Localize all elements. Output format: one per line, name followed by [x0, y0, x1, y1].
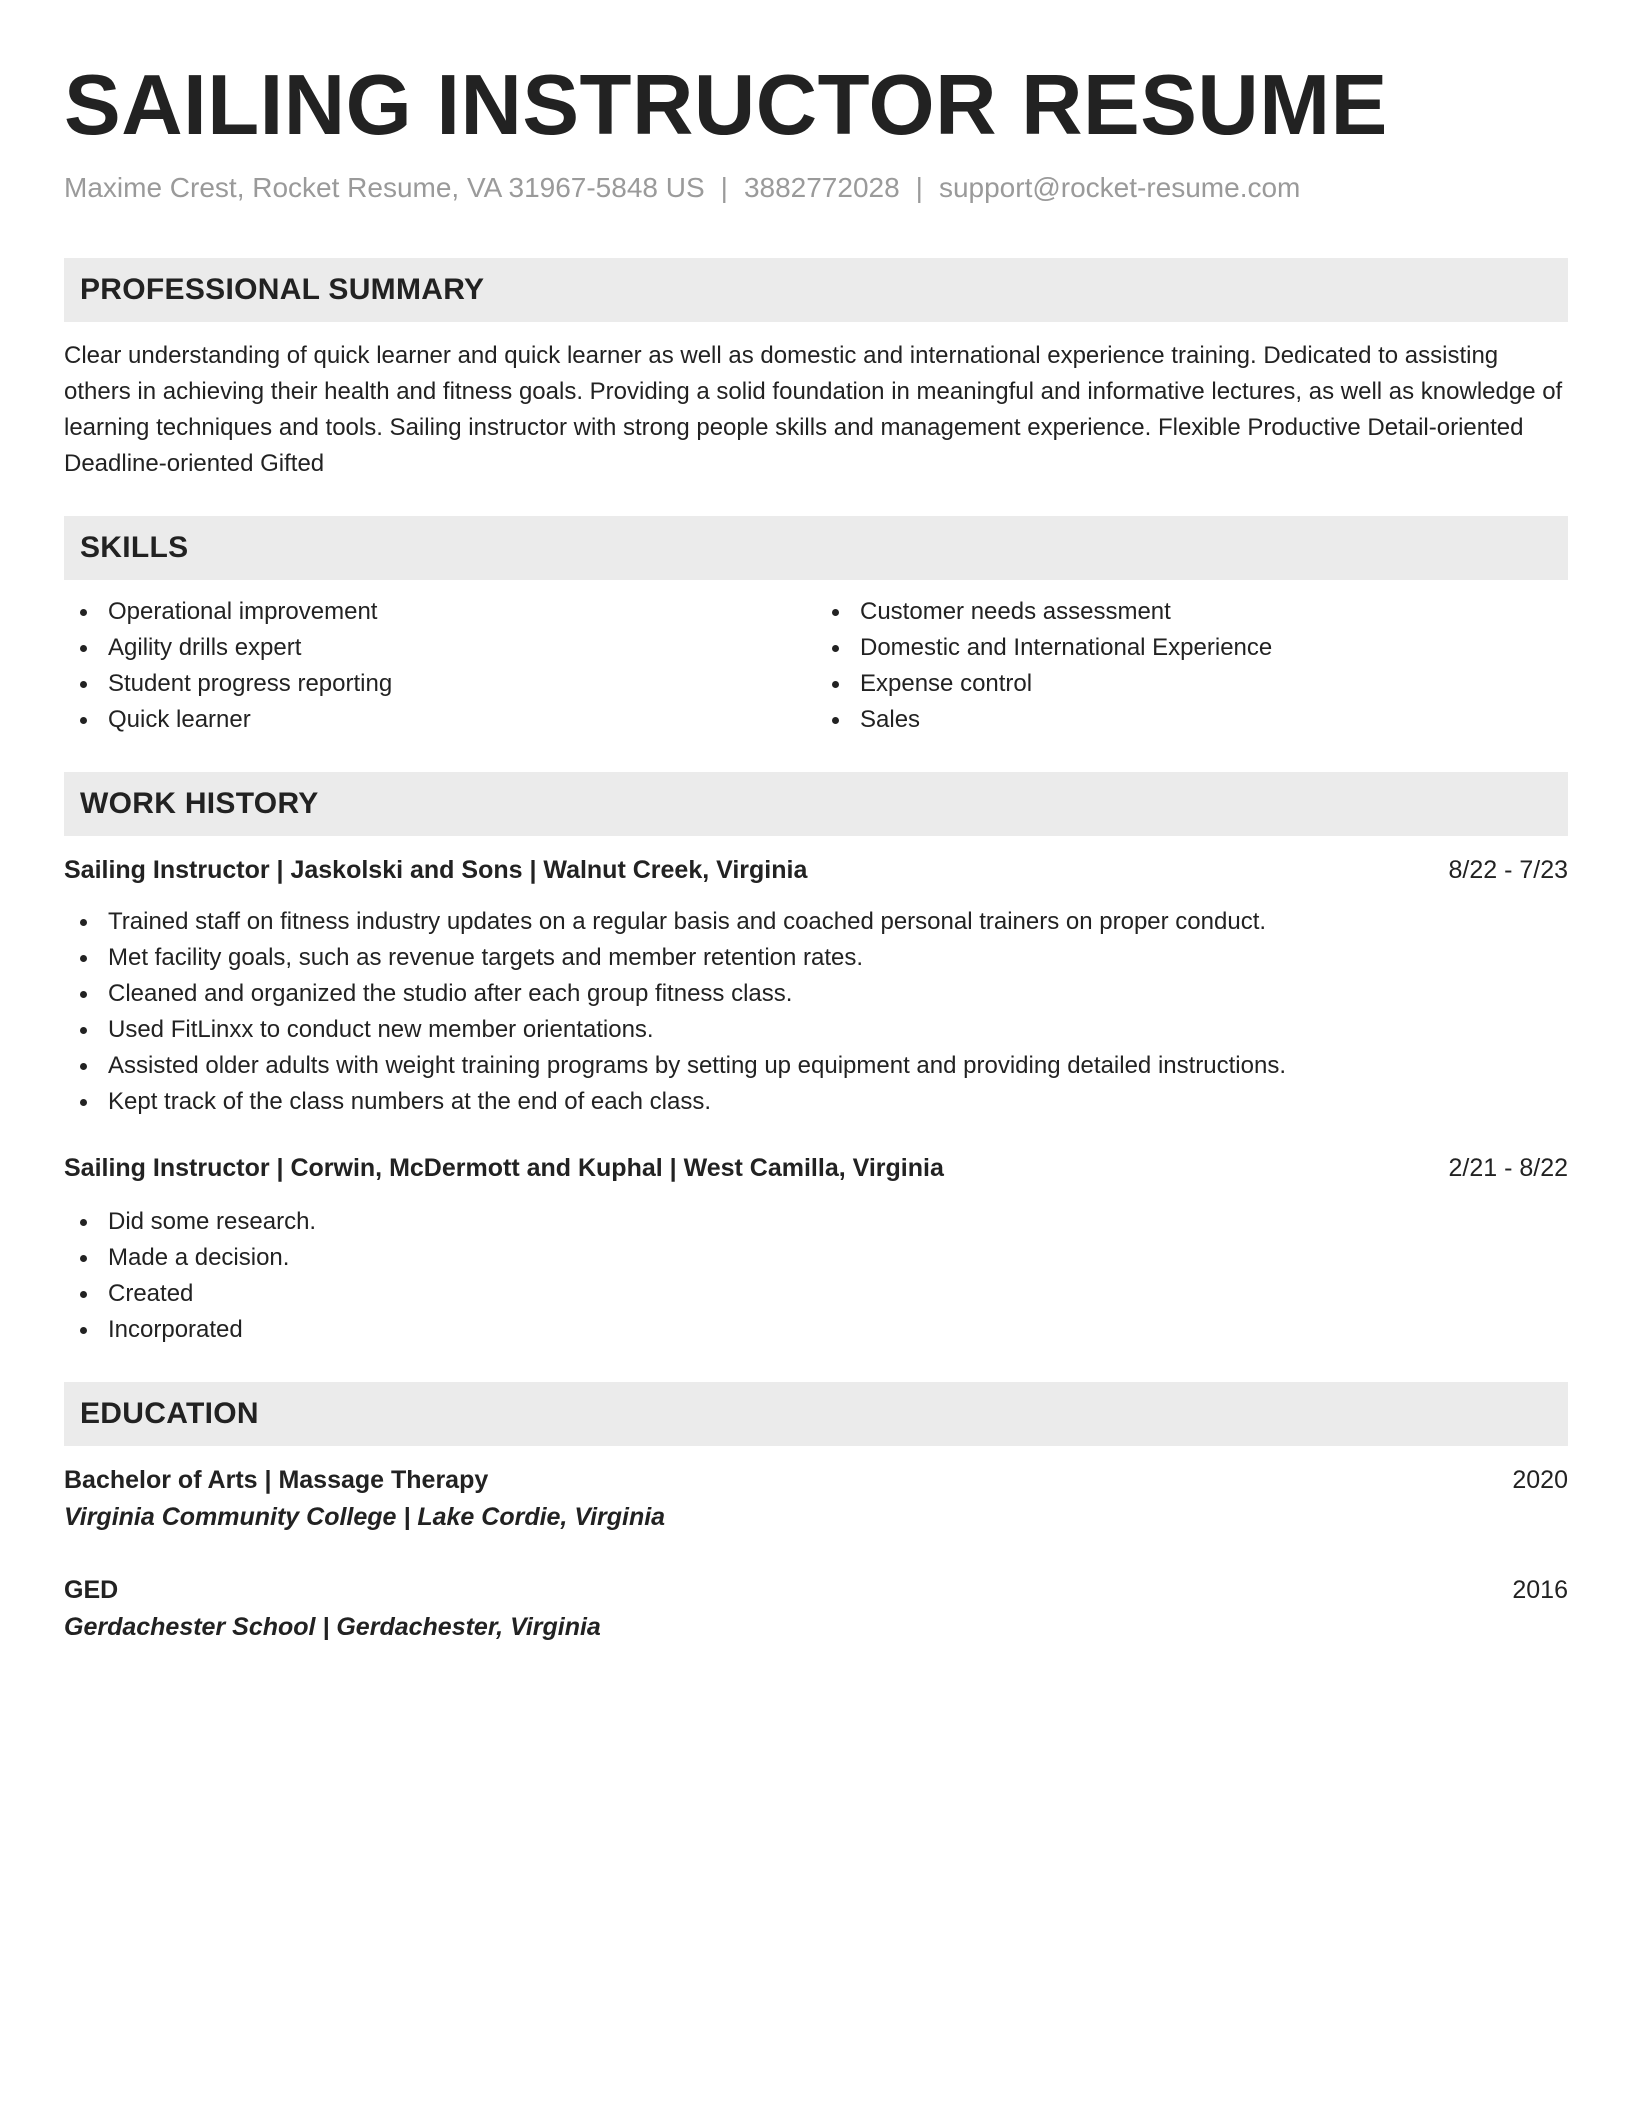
- job-bullet: Assisted older adults with weight training programs by setting up equipment and providing detailed instructions.: [64, 1048, 1568, 1084]
- skill-item: Agility drills expert: [64, 630, 816, 666]
- education-school: Gerdachester School | Gerdachester, Virginia: [64, 1613, 601, 1641]
- job-header: [64, 1150, 1568, 1186]
- job-bullet: Created: [64, 1276, 1568, 1312]
- section-heading-summary: PROFESSIONAL SUMMARY: [64, 258, 1568, 322]
- education-degree: GED: [64, 1576, 119, 1604]
- education-year: 2020: [1512, 1466, 1568, 1494]
- job-bullet: Did some research.: [64, 1204, 1568, 1240]
- job-header: [64, 852, 1568, 888]
- section-heading-education: EDUCATION: [64, 1382, 1568, 1446]
- education-entry: [64, 1462, 1568, 1536]
- job-bullet: Kept track of the class numbers at the end of each class.: [64, 1084, 1568, 1120]
- page-title: SAILING INSTRUCTOR RESUME: [64, 58, 1388, 153]
- education-degree: Bachelor of Arts | Massage Therapy: [64, 1466, 489, 1494]
- skills-column-right: [816, 594, 1568, 738]
- contact-address: Maxime Crest, Rocket Resume, VA 31967-5848 US: [64, 172, 705, 203]
- job-bullet: Used FitLinxx to conduct new member orientations.: [64, 1012, 1568, 1048]
- skills-column-left: [64, 594, 816, 738]
- contact-email: support@rocket-resume.com: [938, 172, 1301, 203]
- section-heading-skills: SKILLS: [64, 516, 1568, 580]
- skill-item: Student progress reporting: [64, 666, 816, 702]
- job-title: Sailing Instructor | Corwin, McDermott and Kuphal | West Camilla, Virginia: [64, 1154, 944, 1182]
- skill-item: Customer needs assessment: [816, 594, 1568, 630]
- education-school: Virginia Community College | Lake Cordie, Virginia: [64, 1503, 666, 1531]
- job-entry: [64, 852, 1568, 1120]
- skill-item: Sales: [816, 702, 1568, 738]
- job-dates: 2/21 - 8/22: [1448, 1154, 1568, 1182]
- skill-item: Expense control: [816, 666, 1568, 702]
- contact-line: [64, 168, 1568, 208]
- skill-item: Operational improvement: [64, 594, 816, 630]
- education-year: 2016: [1512, 1576, 1568, 1604]
- job-bullet: Cleaned and organized the studio after each group fitness class.: [64, 976, 1568, 1012]
- job-dates: 8/22 - 7/23: [1448, 856, 1568, 884]
- section-heading-work-history: WORK HISTORY: [64, 772, 1568, 836]
- summary-text: Clear understanding of quick learner and quick learner as well as domestic and international experience training. Dedicated to assisting others in achieving their health and fitness goals. Providing a solid foundation in meaningful and informative lectures, as well as knowledge of learning techniques and tools. Sailing instructor with strong people skills and management experience. Flexible Productive Detail-oriented Deadline-oriented Gifted: [64, 342, 1563, 477]
- job-entry: [64, 1150, 1568, 1348]
- skills-grid: [64, 594, 1568, 738]
- skill-item: Domestic and International Experience: [816, 630, 1568, 666]
- job-bullet: Trained staff on fitness industry updates on a regular basis and coached personal trainers on proper conduct.: [64, 904, 1568, 940]
- job-bullet: Made a decision.: [64, 1240, 1568, 1276]
- job-bullets: [64, 1204, 1568, 1348]
- education-header: [64, 1462, 1568, 1498]
- education-header: [64, 1572, 1568, 1608]
- contact-phone: 3882772028: [743, 172, 900, 203]
- job-bullet: Incorporated: [64, 1312, 1568, 1348]
- contact-separator: |: [720, 172, 728, 203]
- job-bullet: Met facility goals, such as revenue targets and member retention rates.: [64, 940, 1568, 976]
- skill-item: Quick learner: [64, 702, 816, 738]
- job-title: Sailing Instructor | Jaskolski and Sons | Walnut Creek, Virginia: [64, 856, 808, 884]
- education-entry: [64, 1572, 1568, 1646]
- job-bullets: [64, 904, 1568, 1120]
- contact-separator: |: [915, 172, 923, 203]
